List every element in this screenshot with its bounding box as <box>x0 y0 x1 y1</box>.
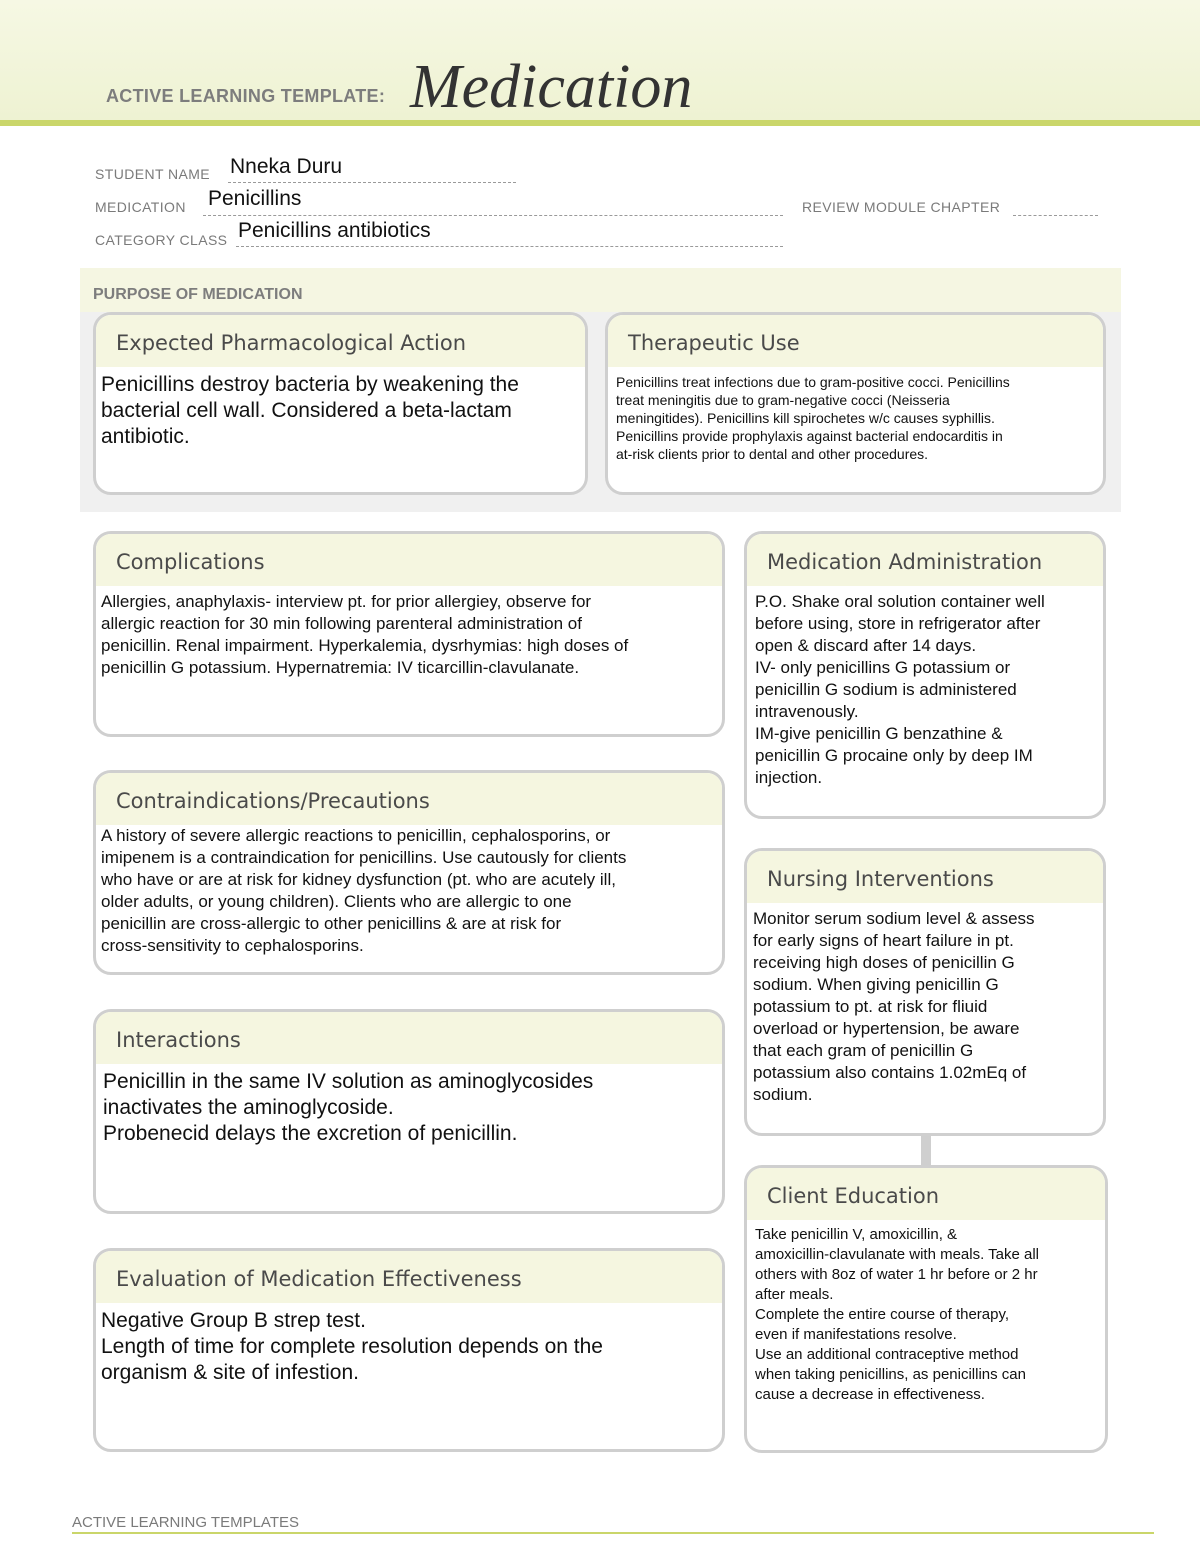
interactions-card <box>93 1009 725 1214</box>
contraindications-title: Contraindications/Precautions <box>116 789 430 813</box>
complications-card <box>93 531 725 737</box>
footer-label: ACTIVE LEARNING TEMPLATES <box>72 1514 299 1531</box>
medication-administration-title: Medication Administration <box>767 550 1043 574</box>
card-header <box>96 534 722 586</box>
evaluation-card <box>93 1248 725 1452</box>
review-module-label: REVIEW MODULE CHAPTER <box>802 199 1001 215</box>
complications-body[interactable]: Allergies, anaphylaxis- interview pt. for prior allergiey, observe for allergic reaction for 30 min following parenteral administration of penicillin. Renal impairment. Hyperkalemia, dysrhymias: high doses of penicillin G potassium. Hypernatremia: IV ticarcillin-clavulanate. <box>101 592 629 677</box>
card-connector <box>921 1134 931 1166</box>
nursing-interventions-card <box>744 848 1106 1136</box>
expected-action-body[interactable]: Penicillins destroy bacteria by weakening the bacterial cell wall. Considered a beta-lactam antibiotic. <box>101 373 519 448</box>
client-education-card <box>744 1165 1108 1453</box>
purpose-header <box>80 268 1121 312</box>
card-header <box>96 1251 722 1303</box>
medication-label: MEDICATION <box>95 199 186 215</box>
interactions-title: Interactions <box>116 1028 241 1052</box>
card-header <box>96 773 722 825</box>
medication-administration-body[interactable]: P.O. Shake oral solution container well before using, store in refrigerator after open & discard after 14 days. IV- only penicillins G potassium or penicillin G sodium is administered intravenously. IM-give penicillin G benzathine & penicillin G procaine only by deep IM injection. <box>755 592 1045 787</box>
category-class-label: CATEGORY CLASS <box>95 232 228 248</box>
purpose-label: PURPOSE OF MEDICATION <box>93 286 303 303</box>
client-education-body[interactable]: Take penicillin V, amoxicillin, & amoxicillin-clavulanate with meals. Take all others with 8oz of water 1 hr before or 2 hr after meals. Complete the entire course of therapy, even if manifestations resolve. Use an additional contraceptive method when taking penicillins, as penicillins can cause a decrease in effectiveness. <box>755 1226 1040 1403</box>
medication-administration-card <box>744 531 1106 819</box>
student-name-line <box>228 182 516 183</box>
card-header <box>747 534 1103 586</box>
contraindications-body[interactable]: A history of severe allergic reactions to penicillin, cephalosporins, or imipenem is a contraindication for penicillins. Use cautously for clients who have or are at risk for kidney dysfunction (pt. who are acutely ill, older adults, or young children). Clients who are allergic to one penicillin are cross-allergic to other penicillins & are at risk for cross-sensitivity to cephalosporins. <box>101 826 627 955</box>
expected-action-card <box>93 312 588 495</box>
page-title: Medication <box>410 53 693 121</box>
student-name-value[interactable]: Nneka Duru <box>230 155 343 178</box>
footer-rule <box>72 1532 1154 1534</box>
interactions-body[interactable]: Penicillin in the same IV solution as aminoglycosides inactivates the aminoglycoside. Probenecid delays the excretion of penicillin. <box>103 1070 594 1145</box>
nursing-interventions-body[interactable]: Monitor serum sodium level & assess for early signs of heart failure in pt. receiving high doses of penicillin G sodium. When giving penicillin G potassium to pt. at risk for fliuid overload or hypertension, be aware that each gram of penicillin G potassium also contains 1.02mEq of sodium. <box>753 909 1035 1104</box>
student-name-label: STUDENT NAME <box>95 166 210 182</box>
category-class-line <box>236 246 783 247</box>
client-education-title: Client Education <box>767 1184 940 1208</box>
template-label: ACTIVE LEARNING TEMPLATE: <box>106 86 386 106</box>
review-module-line[interactable] <box>1013 215 1098 216</box>
card-header <box>608 315 1103 367</box>
contraindications-card <box>93 770 725 975</box>
medication-line <box>203 215 783 216</box>
card-header <box>96 1012 722 1064</box>
category-class-value[interactable]: Penicillins antibiotics <box>238 219 431 242</box>
nursing-interventions-title: Nursing Interventions <box>767 867 994 891</box>
complications-title: Complications <box>116 550 265 574</box>
therapeutic-use-title: Therapeutic Use <box>628 331 800 355</box>
card-header <box>96 315 585 367</box>
therapeutic-use-body[interactable]: Penicillins treat infections due to gram-positive cocci. Penicillins treat meningitis due to gram-negative cocci (Neisseria meningitides). Penicillins kill spirochetes w/c causes syphillis. Penicillins provide prophylaxis against bacterial endocarditis in at-risk clients prior to dental and other procedures. <box>616 374 1010 462</box>
therapeutic-use-card <box>605 312 1106 495</box>
card-header <box>747 851 1103 903</box>
expected-action-title: Expected Pharmacological Action <box>116 331 467 355</box>
evaluation-title: Evaluation of Medication Effectiveness <box>116 1267 522 1291</box>
medication-value[interactable]: Penicillins <box>208 187 302 210</box>
evaluation-body[interactable]: Negative Group B strep test. Length of time for complete resolution depends on the organism & site of infestion. <box>101 1309 603 1384</box>
card-header <box>747 1168 1105 1220</box>
